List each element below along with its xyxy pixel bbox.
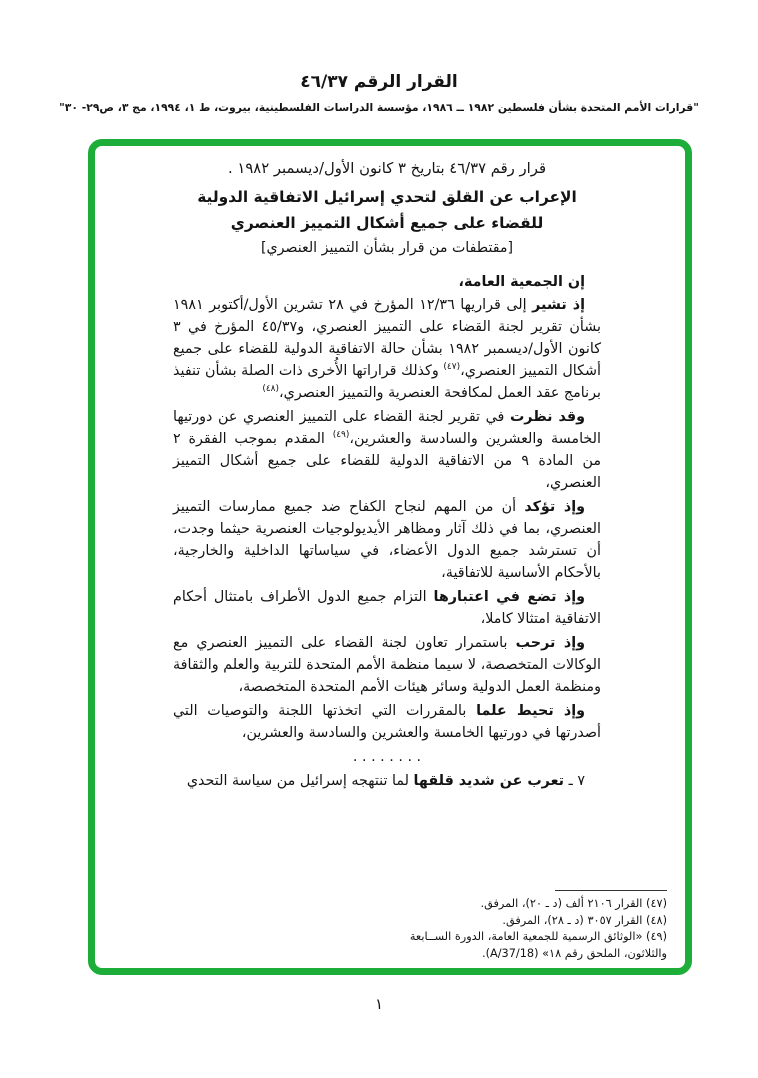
resolution-frame bbox=[88, 139, 692, 975]
footnote-divider bbox=[555, 890, 667, 891]
resolution-content bbox=[95, 146, 685, 792]
resolution-paragraph: وإذ تحيط علما بالمقررات التي اتخذتها اللجنة والتوصيات التي أصدرتها في دورتيها الخامسة والعشرين والسادسة والعشرين، bbox=[173, 703, 601, 741]
source-citation: "قرارات الأمم المتحدة بشأن فلسطين ١٩٨٢ ــ ١٩٨٦، مؤسسة الدراسات الفلسطينية، بيروت، ط ١، ١٩٩٤، مج ٣، ص٢٩- ٣٠" bbox=[59, 101, 699, 114]
resolution-paragraph: وإذ تضع في اعتبارها التزام جميع الدول الأطراف بامتثال أحكام الاتفاقية امتثالا كاملا، bbox=[173, 589, 601, 627]
resolution-paragraph: إذ تشير إلى قراريها ١٢/٣٦ المؤرخ في ٢٨ تشرين الأول/أكتوبر ١٩٨١ بشأن تقرير لجنة القضاء على التمييز العنصري، و٤٥/٣٧ المؤرخ في ٣ كانون الأول/ديسمبر ١٩٨٢ بشأن حالة الاتفاقية الدولية للقضاء على جميع أشكال التمييز العنصري،$^{(٤٧)}$ وكذلك قراراتها الأُخرى ذات الصلة بشأن تنفيذ برنامج عقد العمل لمكافحة العنصرية والتمييز العنصري،$^{(٤٨)}$ bbox=[173, 297, 602, 401]
footnote-item: (٤٧) القرار ٢١٠٦ ألف (د ـ ٢٠)، المرفق. bbox=[480, 897, 667, 910]
resolution-paragraph: ٧ ـ تعرب عن شديد قلقها لما تنتهجه إسرائيل من سياسة التحدي bbox=[186, 773, 585, 789]
resolution-heading: قرار رقم ٤٦/٣٧ بتاريخ ٣ كانون الأول/ديسمبر ١٩٨٢ . bbox=[227, 160, 547, 177]
resolution-title-line2: للقضاء على جميع أشكال التمييز العنصري bbox=[230, 214, 544, 232]
resolution-paragraph: . . . . . . . . bbox=[352, 749, 422, 765]
footnote-item: (٤٩) «الوثائق الرسمية للجمعية العامة، الدورة الســابعة والثلاثون، الملحق رقم ١٨» (A/37/18). bbox=[409, 930, 667, 960]
footnote-list bbox=[381, 896, 667, 962]
resolution-subtitle: [مقتطفات من قرار بشأن التمييز العنصري] bbox=[260, 240, 514, 256]
resolution-paragraph: وإذ تؤكد أن من المهم لنجاح الكفاح ضد جميع ممارسات التمييز العنصري، بما في ذلك آثار ومظاهر الأيديولوجيات العنصرية حيثما وجدت، أن تسترشد جميع الدول الأعضاء، في سياساتها الداخلية والخارجية، بالأحكام الأساسية للاتفاقية، bbox=[173, 499, 601, 581]
footnote-item: (٤٨) القرار ٣٠٥٧ (د ـ ٢٨)، المرفق. bbox=[502, 913, 667, 927]
page-number: ١ bbox=[374, 995, 384, 1013]
resolution-paragraph: وقد نظرت في تقرير لجنة القضاء على التمييز العنصري عن دورتيها الخامسة والعشرين والسادسة والعشرين،$^{(٤٩)}$ المقدم بموجب الفقرة ٢ من المادة ٩ من الاتفاقية الدولية للقضاء على جميع أشكال التمييز العنصري، bbox=[173, 409, 602, 491]
page-title: القرار الرقم ٤٦/٣٧ bbox=[300, 72, 458, 92]
resolution-opening: إن الجمعية العامة، bbox=[458, 274, 585, 290]
resolution-body bbox=[173, 294, 601, 792]
resolution-paragraph: وإذ ترحب باستمرار تعاون لجنة القضاء على التمييز العنصري مع الوكالات المتخصصة، لا سيما منظمة الأمم المتحدة للتربية والعلم والثقافة ومنظمة العمل الدولية وسائر هيئات الأمم المتحدة المتخصصة، bbox=[173, 635, 601, 695]
footnotes-section bbox=[381, 890, 667, 962]
resolution-title-block bbox=[173, 184, 601, 236]
resolution-title-line1: الإعراب عن القلق لتحدي إسرائيل الاتفاقية الدولية bbox=[197, 188, 577, 206]
